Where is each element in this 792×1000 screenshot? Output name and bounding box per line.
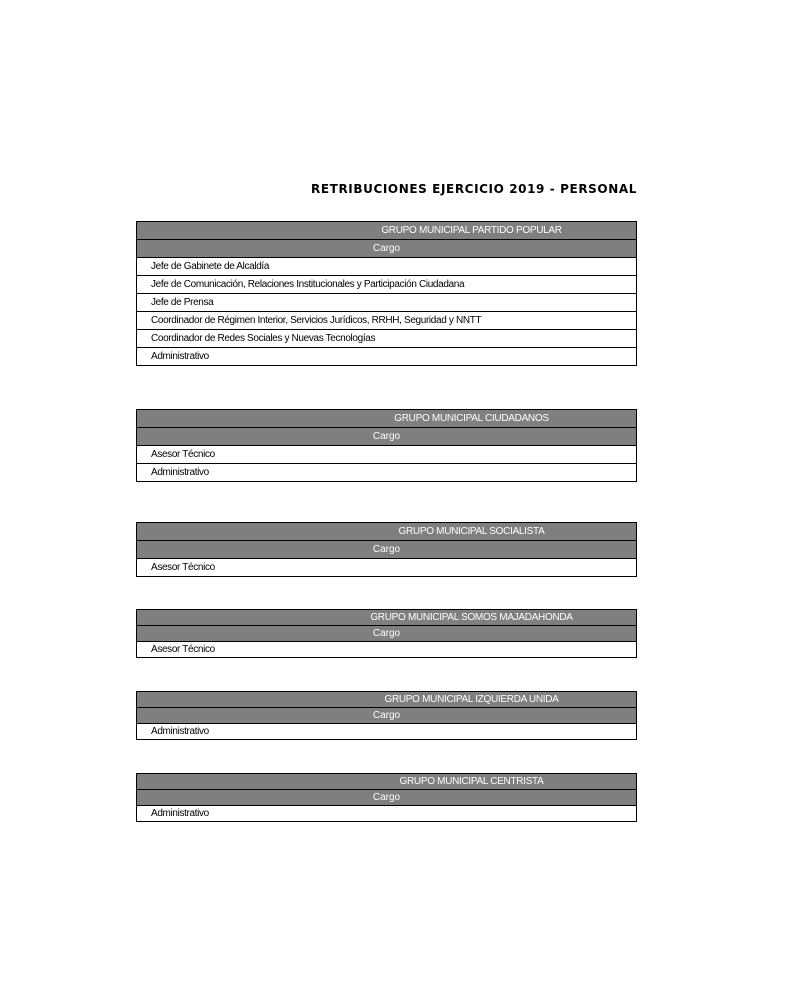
table-row: Asesor Técnico [151, 562, 215, 573]
table-row: Administrativo [151, 467, 209, 478]
group-table-centrista [136, 773, 637, 822]
table-row: Asesor Técnico [151, 644, 215, 655]
group-header [137, 610, 636, 626]
group-table-ciudadanos [136, 409, 637, 482]
group-table-partido-popular [136, 221, 637, 366]
column-header-cargo: Cargo [137, 626, 636, 642]
group-table-izquierda-unida [136, 691, 637, 740]
column-header-cargo: Cargo [137, 708, 636, 724]
table-row: Coordinador de Redes Sociales y Nuevas Tecnologías [137, 330, 636, 348]
group-header [137, 523, 636, 541]
group-header [137, 774, 636, 790]
page-title: RETRIBUCIONES EJERCICIO 2019 - PERSONAL [311, 182, 637, 196]
group-table-somos-majadahonda [136, 609, 637, 658]
table-row: Asesor Técnico [137, 446, 636, 464]
table-row: Coordinador de Régimen Interior, Servicios Jurídicos, RRHH, Seguridad y NNTT [137, 312, 636, 330]
table-row: Jefe de Prensa [137, 294, 636, 312]
group-header [137, 692, 636, 708]
column-header-cargo: Cargo [137, 240, 636, 258]
table-row: Administrativo [151, 726, 209, 737]
group-table-socialista [136, 522, 637, 577]
group-title: GRUPO MUNICIPAL IZQUIERDA UNIDA [384, 694, 559, 705]
group-title: GRUPO MUNICIPAL CENTRISTA [399, 776, 544, 787]
group-title: GRUPO MUNICIPAL SOCIALISTA [398, 526, 545, 537]
group-header [137, 410, 636, 428]
table-row: Administrativo [151, 808, 209, 819]
group-title: GRUPO MUNICIPAL SOMOS MAJADAHONDA [370, 612, 573, 623]
table-row: Jefe de Gabinete de Alcaldía [137, 258, 636, 276]
group-title: GRUPO MUNICIPAL CIUDADANOS [394, 413, 549, 424]
table-row: Jefe de Comunicación, Relaciones Institucionales y Participación Ciudadana [137, 276, 636, 294]
group-header [137, 222, 636, 240]
table-row: Administrativo [151, 351, 209, 362]
column-header-cargo: Cargo [137, 428, 636, 446]
group-title: GRUPO MUNICIPAL PARTIDO POPULAR [381, 225, 562, 236]
column-header-cargo: Cargo [137, 790, 636, 806]
column-header-cargo: Cargo [137, 541, 636, 559]
